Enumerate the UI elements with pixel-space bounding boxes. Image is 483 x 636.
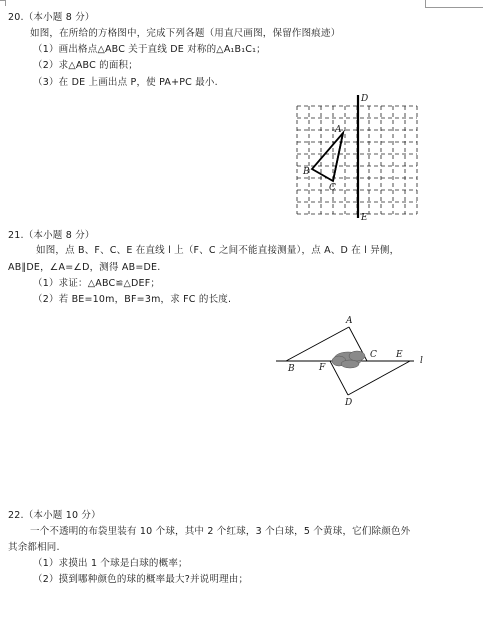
fig21-label-e: E [396, 350, 403, 360]
q20-item-3: （3）在 DE 上画出点 P，使 PA+PC 最小. [33, 77, 218, 88]
obstacle-cloud [332, 351, 365, 368]
fig21-label-d: D [345, 398, 353, 408]
q21-header: 21.（本小题 8 分） [8, 230, 95, 241]
label-c: C [329, 183, 336, 193]
q22-intro-2: 其余都相同. [8, 542, 60, 553]
label-b: B [303, 167, 310, 177]
label-e: E [361, 213, 368, 223]
q22-item-2: （2）摸到哪种颜色的球的概率最大?并说明理由； [33, 574, 249, 585]
fig21-label-b: B [288, 364, 295, 374]
q20-item-1: （1）画出格点△ABC 关于直线 DE 对称的△A₁B₁C₁； [33, 44, 266, 55]
q21-item-2: （2）若 BE=10m，BF=3m，求 FC 的长度. [33, 294, 232, 305]
q22-item-1: （1）求摸出 1 个球是白球的概率； [33, 558, 188, 569]
q21-item-1: （1）求证：△ABC≌△DEF； [33, 278, 161, 289]
fig21-label-a: A [346, 316, 353, 326]
q22-header: 22.（本小题 10 分） [8, 510, 101, 521]
q20-item-2: （2）求△ABC 的面积； [33, 60, 138, 71]
q22-intro-1: 一个不透明的布袋里装有 10 个球，其中 2 个红球，3 个白球，5 个黄球，它们除颜色外 [30, 526, 411, 537]
fig21-label-f: F [319, 363, 326, 373]
q20-intro: 如图，在所给的方格图中，完成下列各题（用直尺画图，保留作图痕迹） [30, 28, 341, 39]
q21-intro-2: AB∥DE，∠A=∠D，测得 AB=DE. [8, 262, 161, 273]
label-a: A [335, 125, 342, 135]
q20-header: 20.（本小题 8 分） [8, 12, 95, 23]
fig21-label-l: l [420, 356, 423, 366]
label-d: D [361, 94, 369, 104]
fig21-label-c: C [370, 350, 377, 360]
q21-intro-1: 如图，点 B、F、C、E 在直线 l 上（F、C 之间不能直接测量），点 A、D 在 l 异侧， [36, 245, 400, 256]
